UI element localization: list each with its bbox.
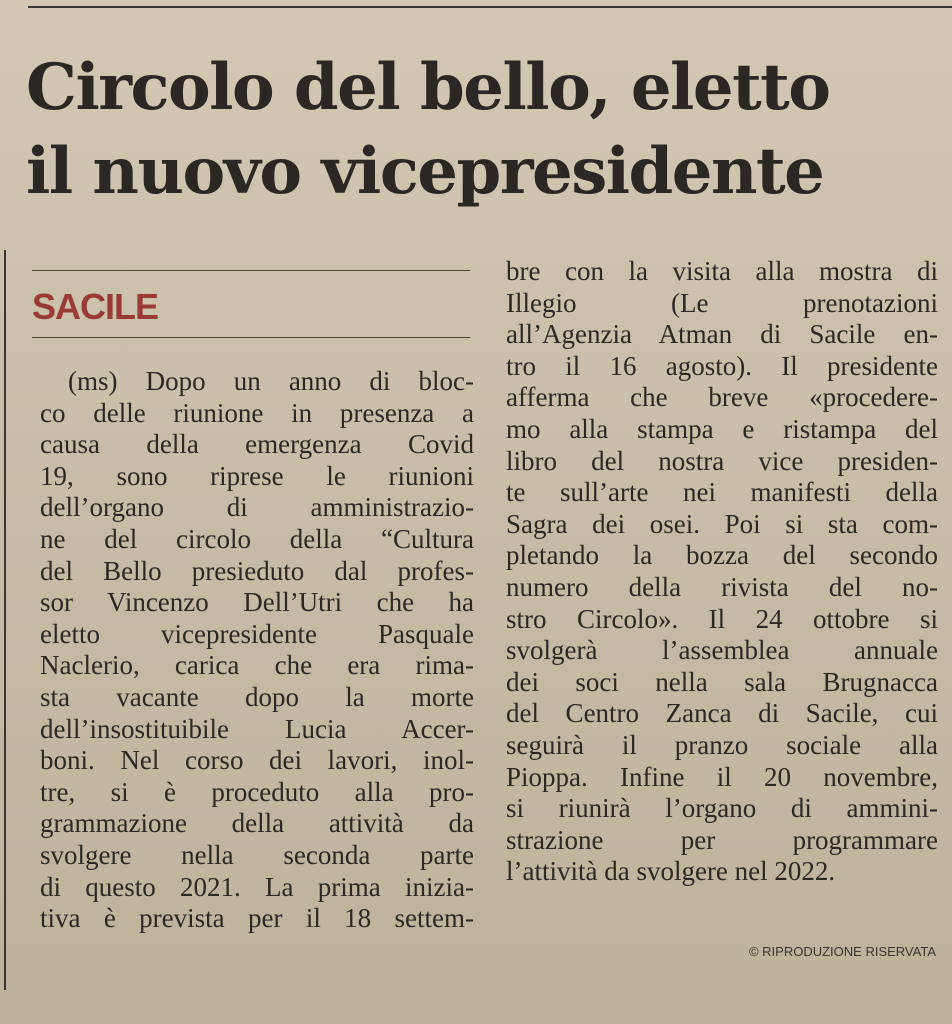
text-line: causa della emergenza Covid	[40, 429, 474, 460]
text-line: bre con la visita alla mostra di	[506, 256, 938, 286]
article-column-1	[40, 366, 474, 935]
text-line: dell’insostituibile Lucia Accer-	[40, 713, 474, 744]
headline-line-1: Circolo del bello, eletto	[26, 50, 830, 125]
text-line: svolgerà l’assemblea annuale	[506, 635, 938, 666]
text-line: Pioppa. Infine il 20 novembre,	[506, 761, 938, 792]
text-line: Sagra dei osei. Poi si sta com-	[506, 508, 938, 539]
text-line: sor Vincenzo Dell’Utri che ha	[40, 587, 474, 618]
text-line: pletando la bozza del secondo	[506, 540, 938, 571]
text-line: tiva è prevista per il 18 settem-	[40, 903, 474, 934]
text-line: dei soci nella sala Brugnacca	[506, 666, 938, 697]
text-line: seguirà il pranzo sociale alla	[506, 729, 938, 760]
article-headline	[26, 46, 926, 214]
text-line: sta vacante dopo la morte	[40, 681, 474, 712]
kicker-bottom-rule	[32, 337, 470, 338]
text-line: tro il 16 agosto). Il presidente	[506, 350, 938, 381]
text-line: te sull’arte nei manifesti della	[506, 477, 938, 508]
text-line: tre, si è proceduto alla pro-	[40, 776, 474, 807]
text-line: l’attività da svolgere nel 2022.	[506, 856, 836, 887]
text-line: Illegio (Le prenotazioni	[506, 287, 938, 318]
text-line: di questo 2021. La prima inizia-	[40, 871, 474, 902]
section-kicker: SACILE	[32, 286, 159, 327]
text-line: svolgere nella seconda parte	[40, 839, 474, 870]
text-line: boni. Nel corso dei lavori, inol-	[40, 745, 474, 776]
kicker-top-rule	[32, 270, 470, 271]
text-line: libro del nostra vice presiden-	[506, 445, 938, 476]
text-line: del Centro Zanca di Sacile, cui	[506, 698, 938, 729]
text-line: co delle riunione in presenza a	[40, 397, 474, 428]
top-rule	[28, 6, 952, 8]
text-line: strazione per programmare	[506, 824, 938, 855]
text-line: si riunirà l’organo di ammini-	[506, 793, 938, 824]
copyright-notice: © RIPRODUZIONE RISERVATA	[748, 944, 936, 959]
column-edge-rule	[4, 250, 6, 990]
article-column-2	[506, 256, 938, 888]
text-line: ne del circolo della “Cultura	[40, 523, 474, 554]
text-line: (ms) Dopo un anno di bloc-	[68, 366, 474, 396]
headline-line-2: il nuovo vicepresidente	[26, 134, 824, 209]
text-line: numero della rivista del no-	[506, 571, 938, 602]
text-line: all’Agenzia Atman di Sacile en-	[506, 319, 938, 350]
text-line: dell’organo di amministrazio-	[40, 492, 474, 523]
text-line: afferma che breve «procedere-	[506, 382, 938, 413]
text-line: stro Circolo». Il 24 ottobre si	[506, 603, 938, 634]
text-line: grammazione della attività da	[40, 808, 474, 839]
text-line: del Bello presieduto dal profes-	[40, 555, 474, 586]
text-line: mo alla stampa e ristampa del	[506, 413, 938, 444]
text-line: Naclerio, carica che era rima-	[40, 650, 474, 681]
text-line: 19, sono riprese le riunioni	[40, 460, 474, 491]
text-line: eletto vicepresidente Pasquale	[40, 618, 474, 649]
